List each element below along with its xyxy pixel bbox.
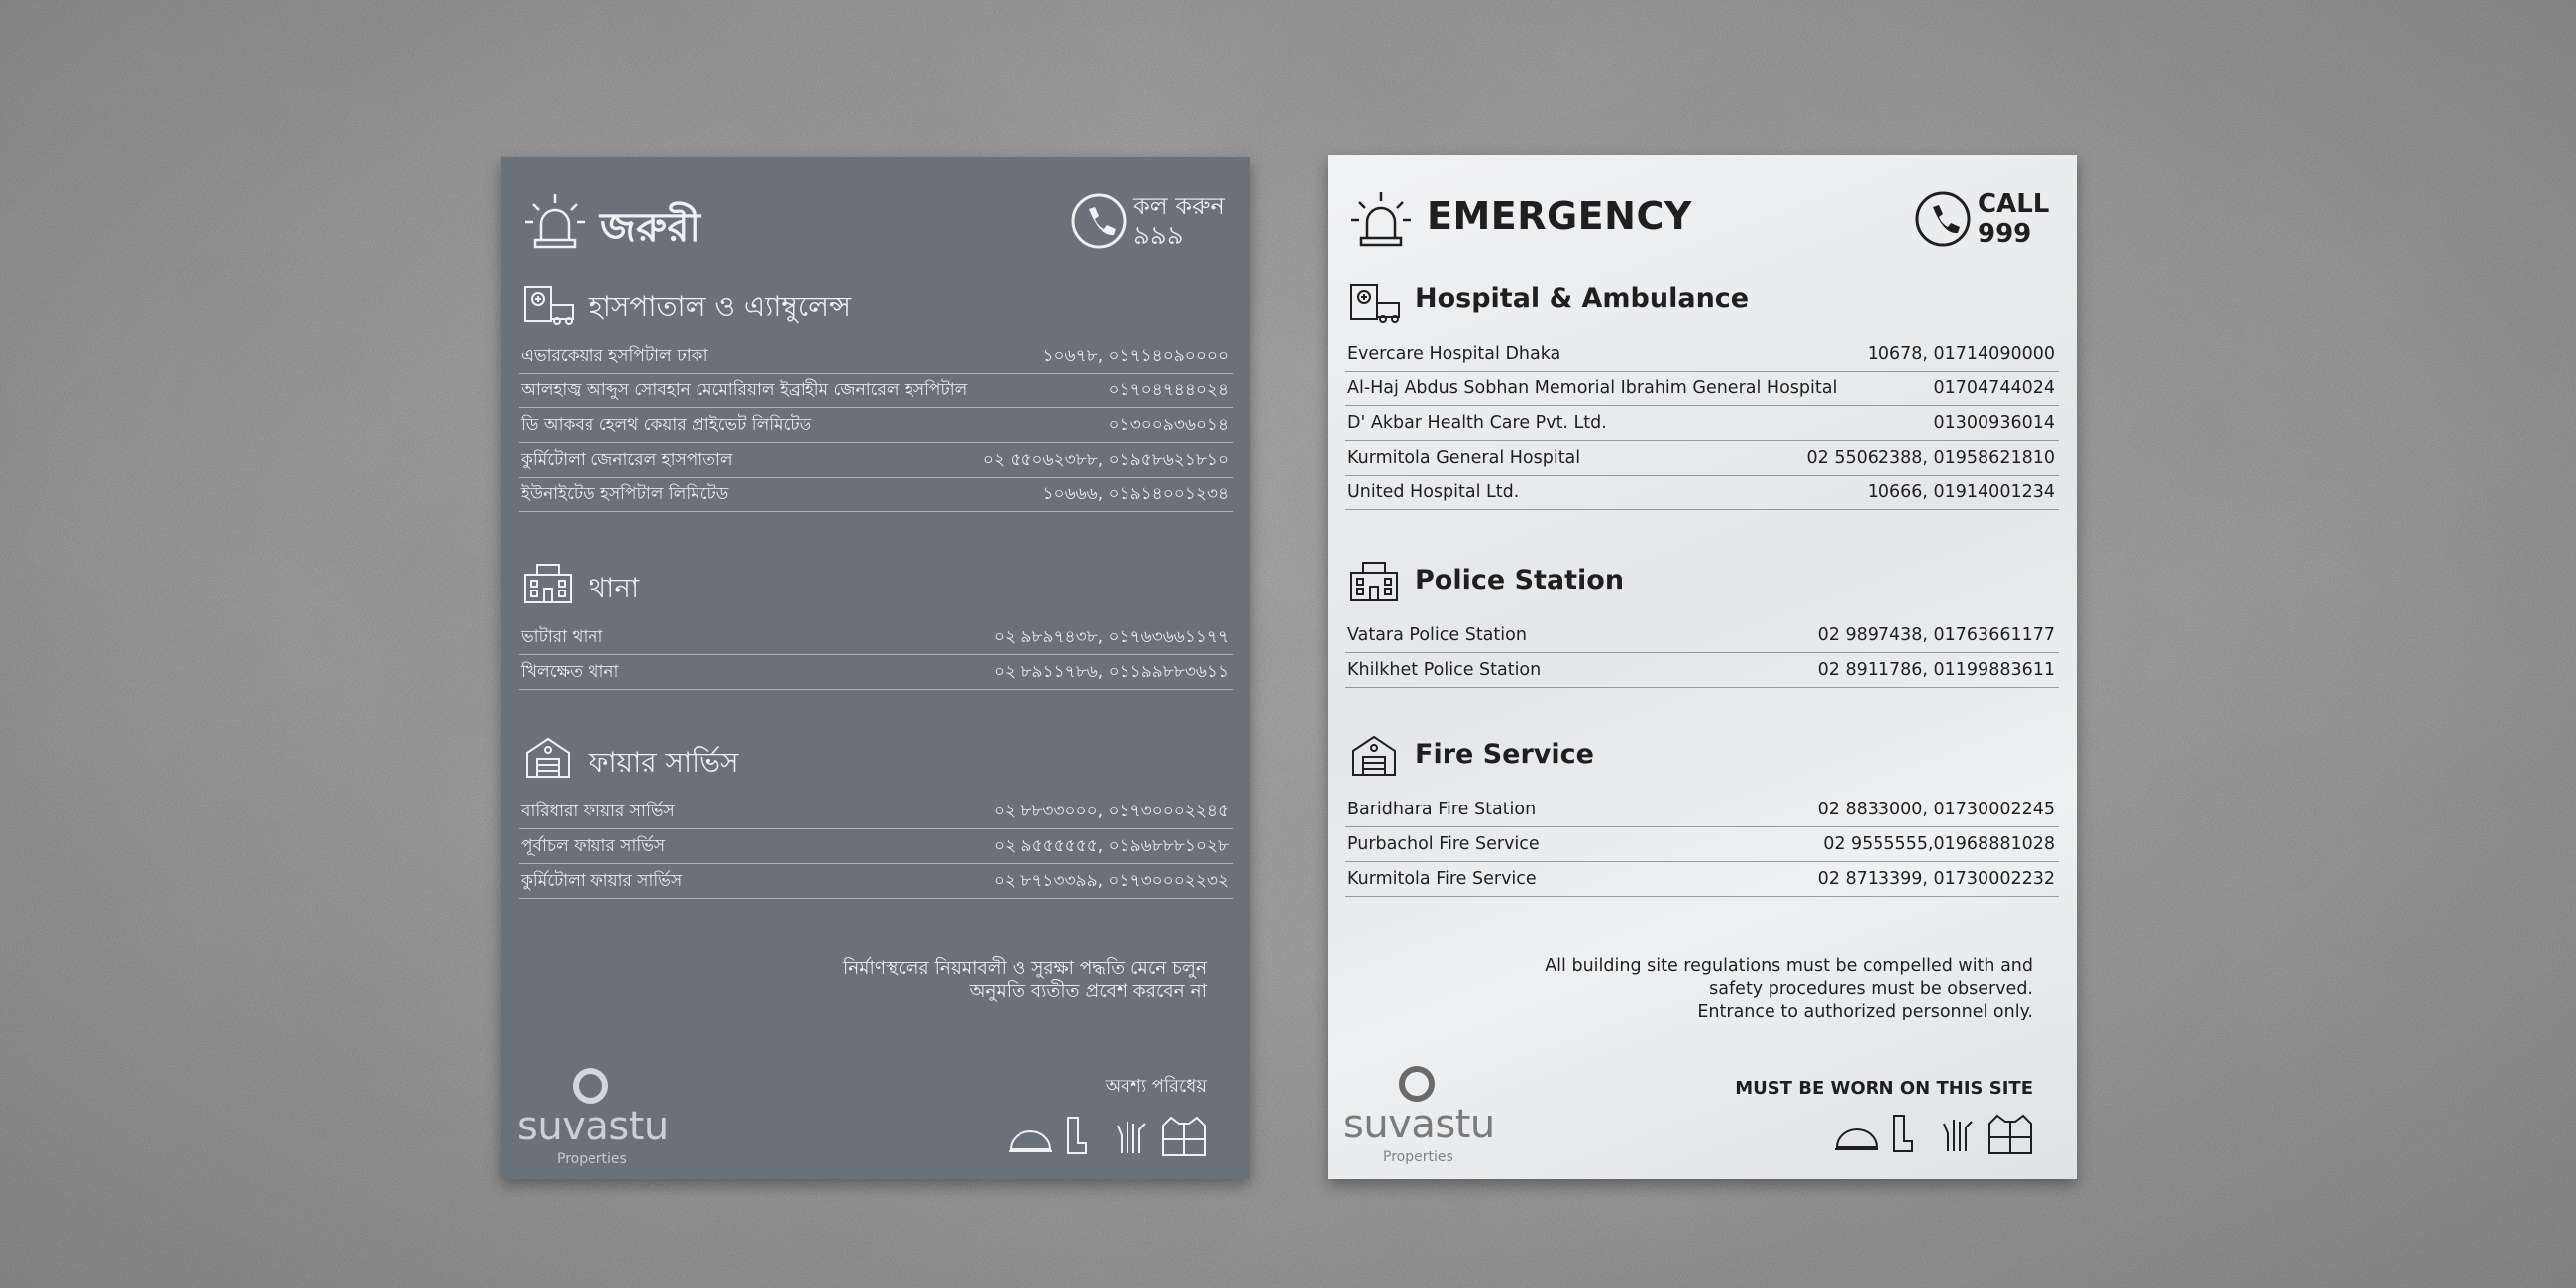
list-item — [1345, 372, 2059, 406]
contact-phone: ০২ ৮৮৩৩০০০, ০১৭৩০০০২২৪৫ — [993, 802, 1229, 821]
brand-sub: Properties — [1383, 1149, 1453, 1165]
gloves-icon — [1118, 1122, 1145, 1153]
section-header — [519, 273, 1233, 329]
contact-phone: 02 55062388, 01958621810 — [1806, 448, 2055, 468]
poster-title: জরুরী — [600, 205, 701, 251]
contact-phone: 01704744024 — [1933, 378, 2055, 398]
contact-name: আলহাজ্ব আব্দুস সোবহান মেমোরিয়াল ইব্রাহীম জেনারেল হসপিটাল — [521, 380, 968, 400]
contact-name: Kurmitola General Hospital — [1347, 448, 1581, 468]
vest-icon — [1163, 1118, 1205, 1155]
section-hospital — [519, 273, 1233, 512]
vest-icon — [1989, 1116, 2031, 1153]
list-item — [1345, 441, 2059, 476]
contact-phone: ০১৩০০৯৩৬০১৪ — [1108, 415, 1229, 435]
contact-name: Purbachol Fire Service — [1347, 834, 1540, 854]
contact-name: এভারকেয়ার হসপিটাল ঢাকা — [521, 346, 708, 366]
contact-name: D' Akbar Health Care Pvt. Ltd. — [1347, 413, 1607, 433]
notice-line: Entrance to authorized personnel only. — [1697, 1002, 2033, 1021]
contact-phone: ০২ ৮৭১৩৩৯৯, ০১৭৩০০০২২৩২ — [993, 871, 1229, 891]
contact-phone: ০১৭০৪৭৪৪০২৪ — [1108, 380, 1229, 400]
hospital-ambulance-icon — [519, 277, 577, 325]
fire-station-icon — [1345, 731, 1403, 779]
list-item — [519, 864, 1233, 899]
list-item — [519, 339, 1233, 374]
contact-phone: ১০৬৬৬, ০১৯১৪০০১২৩৪ — [1042, 484, 1229, 504]
list-item — [519, 620, 1233, 655]
contact-name: কুর্মিটোলা জেনারেল হাসপাতাল — [521, 450, 733, 470]
site-notice — [843, 957, 1207, 1003]
contact-name: Al-Haj Abdus Sobhan Memorial Ibrahim General Hospital — [1347, 378, 1838, 398]
brand-name: suvastu — [517, 1104, 669, 1149]
section-header — [519, 555, 1233, 610]
section-police — [519, 555, 1233, 690]
call-number: ৯৯৯ — [1133, 221, 1184, 251]
contact-name: Kurmitola Fire Service — [1347, 869, 1537, 889]
section-header — [519, 729, 1233, 785]
police-station-icon — [1345, 557, 1403, 604]
contact-phone: 02 8911786, 01199883611 — [1817, 660, 2055, 680]
contact-phone: 10666, 01914001234 — [1867, 483, 2055, 502]
contact-phone: 02 8833000, 01730002245 — [1817, 800, 2055, 819]
siren-icon — [1349, 188, 1413, 248]
ppe-label: MUST BE WORN ON THIS SITE — [1735, 1078, 2033, 1099]
contact-phone: ০২ ৯৫৫৫৫৫৫, ০১৯৬৮৮৮১০২৮ — [994, 836, 1229, 856]
section-header — [1345, 271, 2059, 327]
contact-phone: 10678, 01714090000 — [1867, 344, 2055, 364]
fire-station-icon — [519, 733, 577, 781]
boots-icon — [1894, 1116, 1912, 1151]
phone-icon — [1914, 190, 1972, 248]
list-item — [519, 374, 1233, 408]
contact-name: কুর্মিটোলা ফায়ার সার্ভিস — [521, 871, 683, 891]
contact-name: ভাটারা থানা — [521, 627, 603, 647]
phone-icon — [1070, 192, 1127, 250]
section-title: ফায়ার সার্ভিস — [589, 746, 739, 779]
section-title: হাসপাতাল ও এ্যাম্বুলেন্স — [589, 290, 852, 323]
hospital-ambulance-icon — [1345, 275, 1403, 323]
notice-line: নির্মাণস্থলের নিয়মাবলী ও সুরক্ষা পদ্ধতি মেনে চলুন — [842, 958, 1207, 979]
list-item — [1345, 406, 2059, 441]
ppe-icons — [1833, 1112, 2041, 1155]
poster-title: EMERGENCY — [1427, 194, 1692, 238]
contact-name: বারিধারা ফায়ার সার্ভিস — [521, 802, 675, 821]
brand-logo — [517, 1068, 669, 1167]
contact-name: Vatara Police Station — [1347, 625, 1527, 645]
list-item — [1345, 827, 2059, 862]
section-fire — [519, 729, 1233, 899]
contact-phone: 02 9555555,01968881028 — [1823, 834, 2055, 854]
list-item — [519, 795, 1233, 829]
list-item — [1345, 862, 2059, 897]
contact-phone: 02 8713399, 01730002232 — [1817, 869, 2055, 889]
section-title: Hospital & Ambulance — [1415, 283, 1750, 314]
section-header — [1345, 727, 2059, 783]
contact-phone: ১০৬৭৮, ০১৭১৪০৯০০০০ — [1042, 346, 1229, 366]
contact-name: ইউনাইটেড হসপিটাল লিমিটেড — [521, 484, 729, 504]
list-item — [1345, 653, 2059, 688]
list-item — [519, 655, 1233, 690]
ppe-label: অবশ্য পরিধেয় — [1105, 1076, 1207, 1097]
contact-name: Khilkhet Police Station — [1347, 660, 1542, 680]
call-number: 999 — [1978, 219, 2032, 249]
gloves-icon — [1944, 1120, 1972, 1151]
ppe-icons — [1007, 1114, 1215, 1157]
list-item — [1345, 793, 2059, 827]
contact-name: পূর্বাচল ফায়ার সার্ভিস — [521, 836, 666, 856]
contact-name: United Hospital Ltd. — [1347, 483, 1520, 502]
brand-name: suvastu — [1343, 1102, 1495, 1147]
list-item — [1345, 618, 2059, 653]
contact-phone: ০২ ৫৫০৬২৩৮৮, ০১৯৫৮৬২১৮১০ — [982, 450, 1229, 470]
call-box — [1040, 186, 1229, 256]
list-item — [1345, 476, 2059, 510]
notice-line: অনুমতি ব্যতীত প্রবেশ করবেন না — [969, 981, 1207, 1002]
section-title: Fire Service — [1415, 739, 1594, 770]
contact-name: ডি আকবর হেলথ কেয়ার প্রাইভেট লিমিটেড — [521, 415, 812, 435]
contact-name: খিলক্ষেত থানা — [521, 662, 619, 682]
contact-phone: 02 9897438, 01763661177 — [1817, 625, 2055, 645]
helmet-icon — [1009, 1131, 1052, 1151]
section-hospital — [1345, 271, 2059, 510]
list-item — [519, 408, 1233, 443]
site-notice — [1545, 955, 2033, 1023]
contact-phone: ০২ ৯৮৯৭৪৩৮, ০১৭৬৩৬৬১১৭৭ — [993, 627, 1229, 647]
brand-sub: Properties — [557, 1151, 627, 1167]
section-title: Police Station — [1415, 565, 1625, 595]
boots-icon — [1068, 1118, 1108, 1153]
contact-phone: ০২ ৮৯১১৭৮৬, ০১১৯৯৮৮৩৬১১ — [994, 662, 1229, 682]
contact-name: Baridhara Fire Station — [1347, 800, 1537, 819]
brand-logo — [1343, 1066, 1495, 1165]
police-station-icon — [519, 559, 577, 606]
poster-header — [1349, 176, 2055, 256]
call-label: কল করুন — [1133, 192, 1225, 220]
section-police — [1345, 553, 2059, 688]
list-item — [1345, 337, 2059, 372]
list-item — [519, 443, 1233, 478]
section-fire — [1345, 727, 2059, 897]
siren-icon — [523, 190, 587, 250]
poster-header — [523, 178, 1229, 258]
notice-line: All building site regulations must be compelled with and — [1545, 956, 2033, 976]
list-item — [519, 829, 1233, 864]
contact-phone: 01300936014 — [1933, 413, 2055, 433]
list-item — [519, 478, 1233, 512]
contact-name: Evercare Hospital Dhaka — [1347, 344, 1561, 364]
bangla-emergency-poster — [501, 157, 1250, 1179]
call-box — [1867, 184, 2055, 254]
helmet-icon — [1835, 1129, 1878, 1149]
call-label: CALL — [1978, 189, 2050, 219]
section-header — [1345, 553, 2059, 608]
section-title: থানা — [589, 572, 640, 604]
english-emergency-poster — [1328, 155, 2077, 1179]
notice-line: safety procedures must be observed. — [1709, 979, 2033, 999]
